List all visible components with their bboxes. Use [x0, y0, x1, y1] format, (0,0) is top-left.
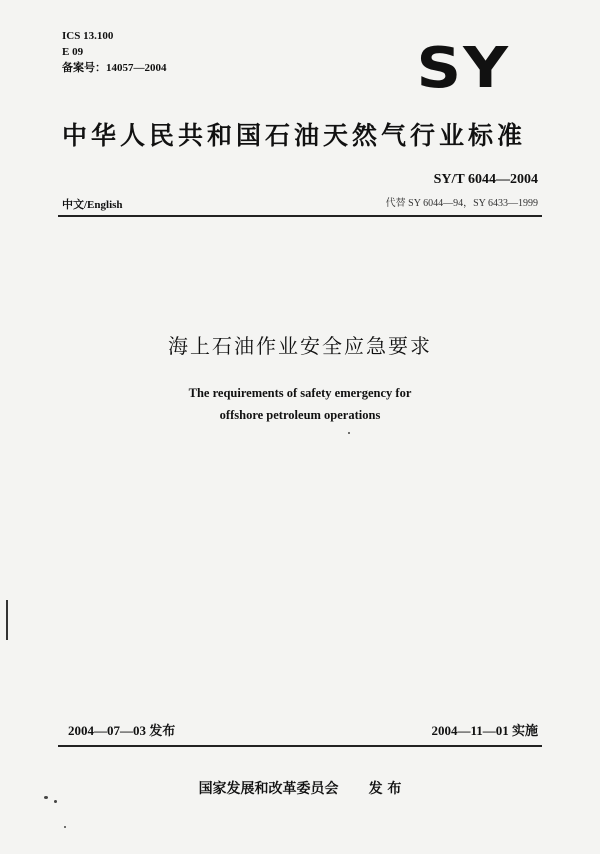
- title-english-line-1: The requirements of safety emergency for: [188, 386, 412, 400]
- publisher-line: [0, 778, 600, 798]
- scan-speck: [348, 432, 350, 434]
- publish-date: 2004—07—03 发布: [68, 723, 176, 738]
- classification-code: E 09: [62, 46, 84, 58]
- language-label: 中文/English: [62, 199, 123, 211]
- title-english: [0, 382, 600, 426]
- implement-date: 2004—11—01 实施: [431, 723, 538, 738]
- publisher-action: 发 布: [368, 781, 402, 797]
- organization-title: 中华人民共和国石油天然气行业标准: [62, 121, 527, 150]
- title-chinese: 海上石油作业安全应急要求: [168, 334, 432, 358]
- scan-speck: [54, 800, 57, 803]
- replaces-note: 代替 SY 6044—94，SY 6433—1999: [385, 198, 538, 209]
- scan-artifact-line: [6, 600, 8, 640]
- title-english-line-2: offshore petroleum operations: [219, 408, 381, 422]
- standard-number: SY/T 6044—2004: [433, 172, 538, 187]
- bottom-divider: [58, 745, 542, 747]
- sy-logo: SY: [416, 34, 510, 101]
- header-meta: [62, 28, 167, 76]
- scan-speck: [44, 796, 48, 799]
- top-divider: [58, 215, 542, 217]
- ics-code: ICS 13.100: [62, 30, 114, 42]
- filing-number: 备案号：14057—2004: [62, 62, 167, 74]
- publisher-name: 国家发展和改革委员会: [198, 781, 339, 797]
- scan-speck: [64, 826, 66, 828]
